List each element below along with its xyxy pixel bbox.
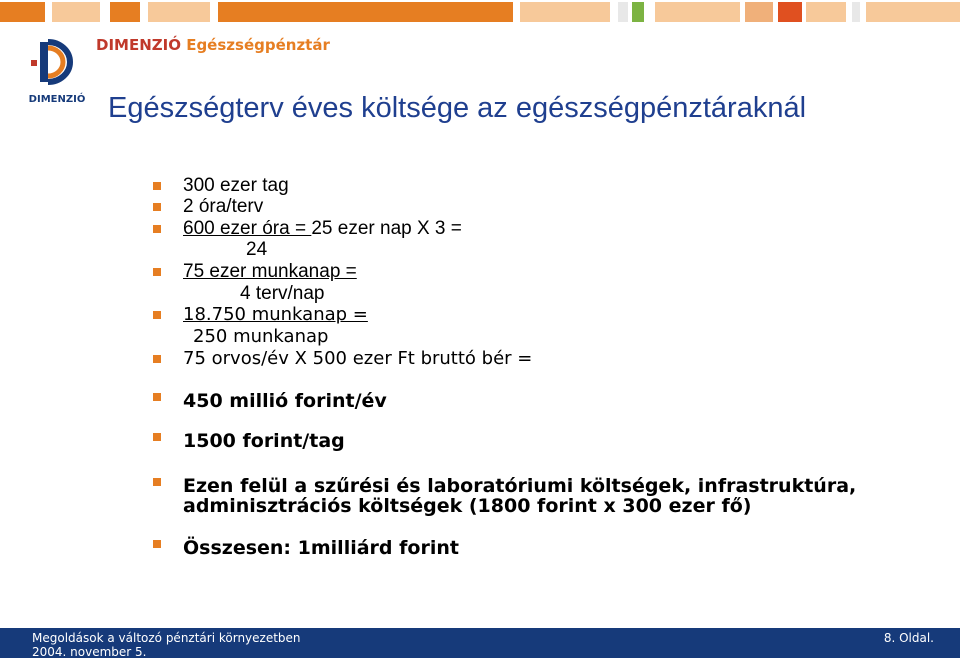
bullet-text: 2 óra/terv [183, 196, 264, 217]
bullet-continuation: adminisztrációs költségek (1800 forint x 300 ezer fő) [183, 495, 752, 517]
bar-segment [110, 2, 140, 22]
bullet-text-underlined: 600 ezer óra = [183, 218, 312, 239]
bar-segment [655, 2, 740, 22]
bullet-icon [153, 203, 161, 211]
bullet-icon [153, 478, 161, 486]
bar-segment [0, 2, 45, 22]
bullet-icon [153, 433, 161, 441]
logo-text: DIMENZIÓ [28, 94, 86, 105]
bullet-text: Ezen felül a szűrési és laboratóriumi költségek, infrastruktúra, [183, 475, 857, 497]
bar-segment [52, 2, 100, 22]
footer-page-number: 8. Oldal. [883, 631, 934, 645]
bullet-continuation: 4 terv/nap [240, 283, 325, 304]
bullet-continuation: 250 munkanap [193, 326, 329, 347]
bar-segment [745, 2, 773, 22]
bullet-icon [153, 540, 161, 548]
bar-segment [778, 2, 802, 22]
bullet-text: 300 ezer tag [183, 175, 289, 196]
logo-mark-icon [26, 36, 88, 108]
bullet-icon [153, 393, 161, 401]
bullet-text: 450 millió forint/év [183, 390, 387, 412]
bullet-text [183, 218, 462, 240]
bullet-icon [153, 311, 161, 319]
bar-segment [148, 2, 210, 22]
bar-segment [218, 2, 513, 22]
bar-segment [632, 2, 644, 22]
bar-segment [618, 2, 628, 22]
footer-presentation-title: Megoldások a változó pénztári környezetben [32, 631, 301, 645]
bullet-continuation: 24 [246, 239, 268, 260]
top-color-bar [0, 0, 960, 24]
bar-segment [866, 2, 960, 22]
bullet-text: 1500 forint/tag [183, 430, 345, 452]
bullet-icon [153, 355, 161, 363]
bullet-text-rest: 25 ezer nap X 3 = [311, 218, 462, 239]
bar-segment [852, 2, 860, 22]
bullet-text: Összesen: 1milliárd forint [183, 537, 459, 559]
bullet-icon [153, 225, 161, 233]
dimenzio-logo [26, 36, 88, 108]
footer-date: 2004. november 5. [32, 645, 147, 659]
brand-name-suffix: Egészségpénztár [186, 36, 330, 54]
bullet-text: 75 ezer munkanap = [183, 261, 357, 282]
brand-name [96, 36, 330, 54]
bar-segment [520, 2, 610, 22]
footer-bar [0, 628, 960, 658]
page-title: Egészségterv éves költsége az egészségpénztáraknál [108, 92, 807, 124]
bullet-icon [153, 182, 161, 190]
bullet-text: 75 orvos/év X 500 ezer Ft bruttó bér = [183, 348, 533, 369]
bar-segment [806, 2, 846, 22]
brand-name-main: DIMENZIÓ [96, 36, 181, 54]
bullet-icon [153, 268, 161, 276]
bullet-text: 18.750 munkanap = [183, 304, 368, 325]
